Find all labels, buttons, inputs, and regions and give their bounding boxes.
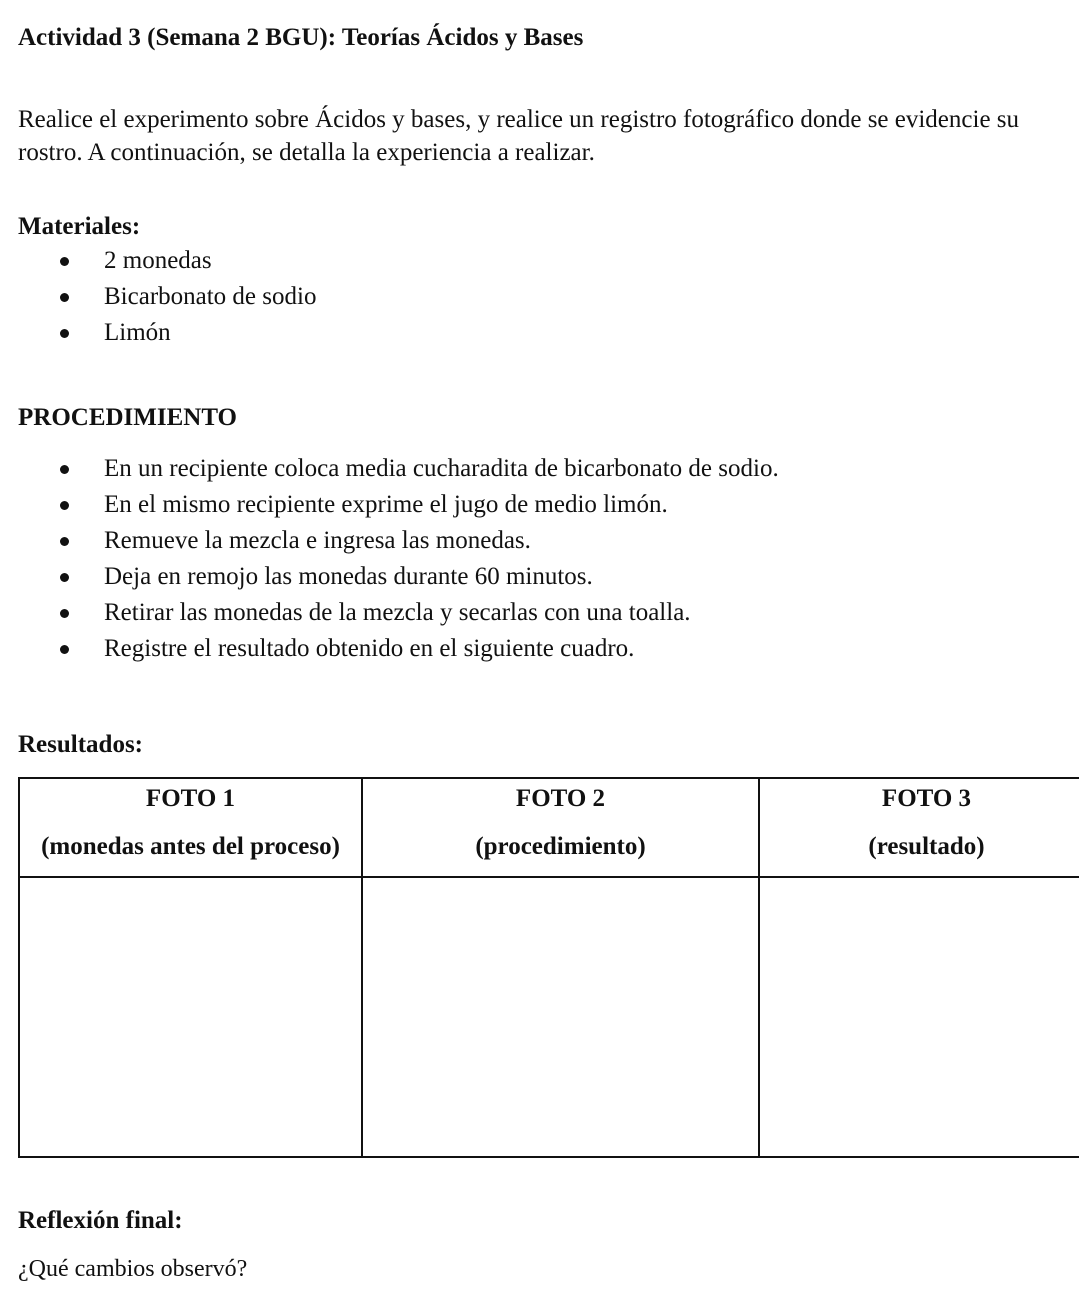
column-header-foto-2 [362,778,759,877]
column-header-foto-1 [19,778,362,877]
list-item [18,451,779,487]
intro-paragraph: Realice el experimento sobre Ácidos y bases, y realice un registro fotográfico donde se evidencie su rostro. A continuación, se detalla la experiencia a realizar. [18,106,1020,166]
bullet-icon [60,257,69,266]
material-text: 2 monedas [104,247,212,274]
materials-list [18,243,316,351]
bullet-icon [60,465,69,474]
list-item [18,279,316,315]
list-item [18,243,316,279]
column-title: FOTO 3 [881,785,972,812]
document-page [18,0,1079,1301]
procedure-list [18,451,779,667]
reflection-question: ¿Qué cambios observó? [18,1256,248,1282]
step-text: Deja en remojo las monedas durante 60 minutos. [104,563,593,590]
bullet-icon [60,293,69,302]
results-table [18,777,1079,1158]
table-header-row [19,778,1079,877]
column-subtitle: (resultado) [868,833,985,860]
list-item [18,559,779,595]
column-title: FOTO 1 [145,785,236,812]
page-title: Actividad 3 (Semana 2 BGU): Teorías Ácidos y Bases [18,24,584,51]
list-item [18,595,779,631]
procedure-heading: PROCEDIMIENTO [18,404,238,431]
bullet-icon [60,329,69,338]
materials-heading: Materiales: [18,213,141,240]
table-row [19,877,1079,1157]
step-text: En el mismo recipiente exprime el jugo de medio limón. [104,491,668,518]
photo-cell-foto-3 [759,877,1079,1157]
bullet-icon [60,537,69,546]
list-item [18,487,779,523]
list-item [18,631,779,667]
photo-cell-foto-1 [19,877,362,1157]
step-text: Registre el resultado obtenido en el siguiente cuadro. [104,635,635,662]
material-text: Limón [104,319,171,346]
column-title: FOTO 2 [515,785,606,812]
bullet-icon [60,609,69,618]
photo-cell-foto-2 [362,877,759,1157]
material-text: Bicarbonato de sodio [104,283,317,310]
reflection-heading: Reflexión final: [18,1207,183,1234]
step-text: Remueve la mezcla e ingresa las monedas. [104,527,531,554]
column-header-foto-3 [759,778,1079,877]
list-item [18,315,316,351]
bullet-icon [60,573,69,582]
column-subtitle: (procedimiento) [475,833,646,860]
bullet-icon [60,501,69,510]
step-text: Retirar las monedas de la mezcla y secarlas con una toalla. [104,599,691,626]
results-heading: Resultados: [18,731,144,758]
bullet-icon [60,645,69,654]
step-text: En un recipiente coloca media cucharadita de bicarbonato de sodio. [104,455,779,482]
list-item [18,523,779,559]
column-subtitle: (monedas antes del proceso) [41,833,340,860]
